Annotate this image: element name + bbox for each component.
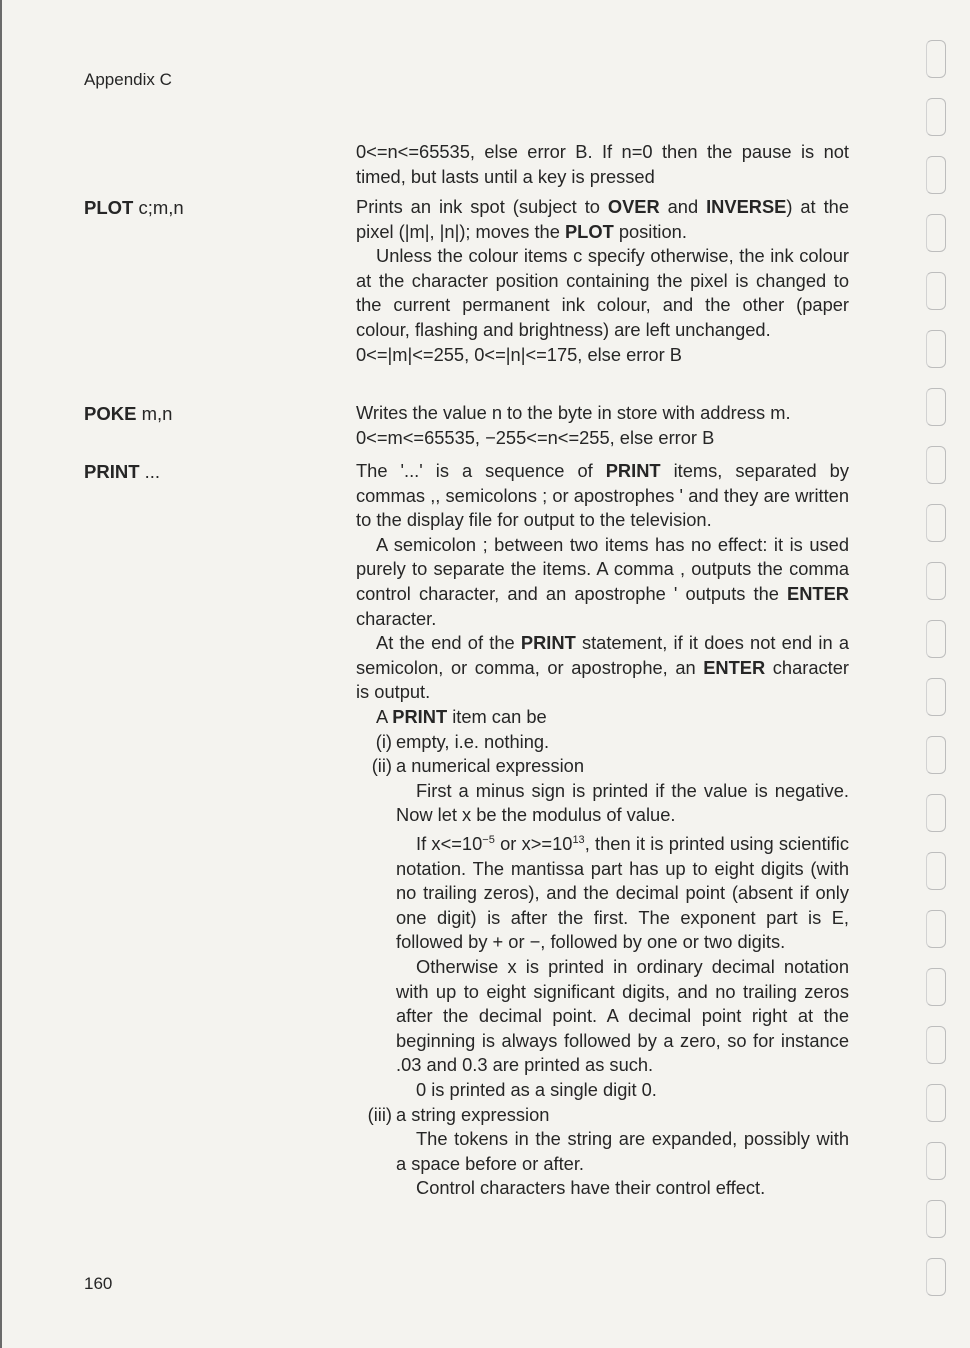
binding-ring <box>926 562 946 600</box>
binding-ring <box>926 1200 946 1238</box>
running-header: Appendix C <box>84 70 172 89</box>
plot-para-2: Unless the colour items c specify otherwise, the ink colour at the character position containing the pixel is changed to the current permanent ink colour, and the other (paper colour, flashing and brightness) are left unchanged. <box>356 245 849 340</box>
string-para-1: The tokens in the string are expanded, possibly with a space before or after. <box>396 1128 849 1174</box>
poke-para-1: Writes the value n to the byte in store with address m. <box>356 402 791 423</box>
binding-ring <box>926 214 946 252</box>
spiral-binding <box>926 40 948 1310</box>
binding-ring <box>926 504 946 542</box>
print-keyword: PRINT <box>84 461 140 482</box>
plot-args: c;m,n <box>133 197 184 218</box>
numerical-para-4: 0 is printed as a single digit 0. <box>416 1078 657 1100</box>
binding-ring <box>926 678 946 716</box>
list-item-string <box>356 1103 849 1128</box>
binding-ring <box>926 968 946 1006</box>
plot-keyword: PLOT <box>84 197 134 218</box>
numerical-details <box>356 779 849 1103</box>
numerical-para-2: If $x<=10^{-5}$ or $x>=10^{13}$, then it is printed using scientific notation. The mantissa part has up to eight digits (with no trailing zeros), and the decimal point (absent if only one digit) is after the first. The exponent part is E, followed by + or −, followed by one or two digits. <box>396 833 849 953</box>
string-para-2: Control characters have their control effect. <box>416 1177 766 1199</box>
page-left-edge <box>0 0 2 1348</box>
item-text: a string expression <box>396 1103 550 1125</box>
binding-ring <box>926 794 946 832</box>
binding-ring <box>926 98 946 136</box>
numerical-para-1: First a minus sign is printed if the value is negative. Now let x be the modulus of value. <box>396 779 849 826</box>
binding-ring <box>926 852 946 890</box>
list-item-numerical <box>356 754 849 779</box>
item-number: (i) <box>375 730 392 752</box>
item-number: (iii) <box>367 1103 392 1125</box>
binding-ring <box>926 40 946 78</box>
poke-para-2: 0<=m<=65535, −255<=n<=255, else error B <box>356 426 715 448</box>
print-para-4: A PRINT item can be <box>376 705 547 727</box>
poke-keyword: POKE <box>84 403 137 424</box>
item-text: a numerical expression <box>396 755 584 777</box>
binding-ring <box>926 910 946 948</box>
string-details <box>356 1127 849 1201</box>
print-entry-label <box>84 461 160 483</box>
binding-ring <box>926 1142 946 1180</box>
binding-ring <box>926 620 946 658</box>
plot-entry-label <box>84 197 184 219</box>
binding-ring <box>926 272 946 310</box>
plot-para-3: 0<=|m|<=255, 0<=|n|<=175, else error B <box>356 343 682 365</box>
binding-ring <box>926 1026 946 1064</box>
print-args: ... <box>139 461 161 482</box>
plot-description <box>356 195 849 367</box>
numerical-para-3: Otherwise x is printed in ordinary decimal notation with up to eight significant digits, and no trailing zeros after the decimal point. A decimal point right at the beginning is always followed by a zero, so for instance .03 and 0.3 are printed as such. <box>396 955 849 1076</box>
plot-para-1: Prints an ink spot (subject to OVER and INVERSE) at the pixel (|m|, |n|); moves the PLOT position. <box>356 196 849 242</box>
poke-entry-label <box>84 403 172 425</box>
poke-args: m,n <box>136 403 173 424</box>
item-text: empty, i.e. nothing. <box>396 730 550 752</box>
binding-ring <box>926 330 946 368</box>
binding-ring <box>926 388 946 426</box>
binding-ring <box>926 736 946 774</box>
item-number: (ii) <box>371 755 392 777</box>
print-para-1: The '...' is a sequence of PRINT items, separated by commas ,, semicolons ; or apostrophes ' and they are written to the display file for output to the television. <box>356 460 849 531</box>
pause-condition: 0<=n<=65535, else error B. If n=0 then the pause is not timed, but lasts until a key is pressed <box>356 141 849 187</box>
binding-ring <box>926 156 946 194</box>
print-para-3: At the end of the PRINT statement, if it does not end in a semicolon, or comma, or apostrophe, an ENTER character is output. <box>356 632 849 703</box>
poke-description <box>356 401 849 450</box>
print-para-2: A semicolon ; between two items has no effect: it is used purely to separate the items. A comma , outputs the comma control character, and an apostrophe ' outputs the ENTER character. <box>356 533 849 629</box>
binding-ring <box>926 1084 946 1122</box>
binding-ring <box>926 446 946 484</box>
binding-ring <box>926 1258 946 1296</box>
continuation-text <box>356 140 849 189</box>
page-number: 160 <box>84 1274 113 1293</box>
print-description <box>356 459 849 1201</box>
list-item-empty <box>356 730 849 755</box>
